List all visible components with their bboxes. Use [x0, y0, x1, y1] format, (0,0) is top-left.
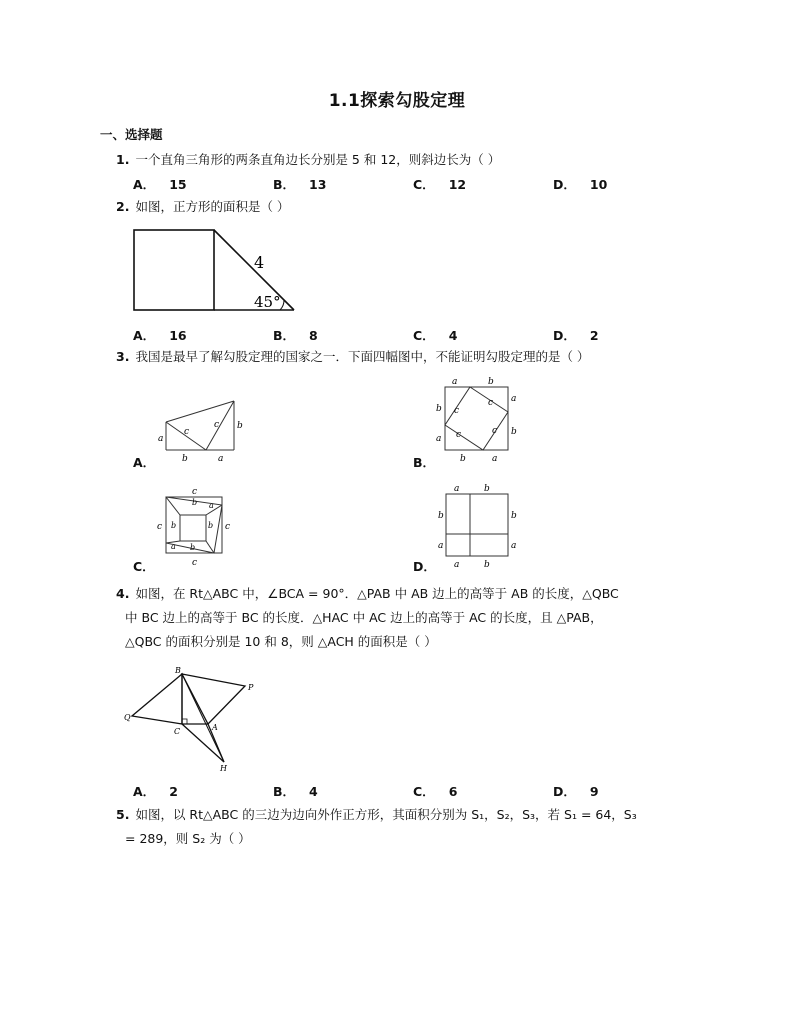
letter-c: c — [192, 487, 198, 497]
option-a — [133, 175, 187, 193]
option-label: D． — [553, 177, 576, 192]
option-label: D． — [553, 328, 576, 343]
option-value: 10 — [589, 177, 608, 192]
option-b — [413, 453, 449, 471]
option-value: 6 — [448, 784, 458, 799]
letter-b: b — [511, 427, 517, 437]
question-5-line-2 — [125, 830, 251, 848]
letter-b: b — [436, 404, 442, 414]
letter-c: c — [454, 406, 460, 416]
letter-c: c — [214, 420, 220, 430]
option-d — [553, 782, 599, 800]
option-label: A． — [133, 177, 156, 192]
letter-b: b — [460, 454, 466, 464]
letter-a: a — [492, 454, 498, 464]
letter-c: c — [456, 430, 462, 440]
option-value: 2 — [589, 328, 599, 343]
option-label: D． — [553, 784, 576, 799]
option-d — [553, 326, 599, 344]
question-4-line-1 — [116, 585, 619, 603]
question-number: 4. — [116, 586, 130, 601]
question-3 — [116, 348, 589, 366]
option-label: D． — [413, 559, 436, 574]
question-2 — [116, 198, 289, 216]
option-label: C． — [133, 559, 155, 574]
option-label: A． — [133, 455, 156, 470]
point-b: B — [175, 666, 181, 675]
option-value: 13 — [309, 177, 327, 192]
letter-a: a — [158, 434, 164, 444]
option-value: 4 — [448, 328, 458, 343]
option-c — [413, 326, 457, 344]
question-text: = 289，则 S₂ 为（ ） — [125, 831, 251, 846]
question-text: 我国是最早了解勾股定理的国家之一．下面四幅图中，不能证明勾股定理的是（ ） — [135, 349, 590, 364]
point-p: P — [248, 683, 254, 692]
letter-b: b — [182, 454, 188, 464]
page-title: 1.1探索勾股定理 — [328, 91, 466, 111]
letter-a: a — [209, 501, 214, 510]
option-value: 8 — [309, 328, 318, 343]
tilted-square-proof-figure — [430, 375, 525, 465]
question-number: 1. — [116, 152, 130, 167]
option-label: C． — [413, 784, 435, 799]
point-h: H — [220, 764, 227, 773]
angle-label: 45° — [254, 293, 281, 311]
letter-b: b — [488, 377, 494, 387]
question-4-line-2 — [125, 609, 603, 627]
question-text: △QBC 的面积分别是 10 和 8，则 △ACH 的面积是（ ） — [125, 634, 437, 649]
letter-c: c — [184, 427, 190, 437]
option-value: 4 — [309, 784, 318, 799]
option-d — [553, 175, 607, 193]
option-label: B． — [273, 177, 296, 192]
question-text: 一个直角三角形的两条直角边长分别是 5 和 12，则斜边长为（ ） — [135, 152, 501, 167]
letter-a: a — [454, 484, 460, 494]
letter-a: a — [218, 454, 224, 464]
option-b — [273, 782, 318, 800]
question-number: 2. — [116, 199, 130, 214]
question-5-line-1 — [116, 806, 637, 824]
question-text: 中 BC 边上的高等于 BC 的长度．△HAC 中 AC 边上的高等于 AC 的长度，且 △PAB， — [125, 610, 603, 625]
option-label: B． — [273, 328, 296, 343]
option-label: C． — [413, 177, 435, 192]
question-text: 如图，正方形的面积是（ ） — [135, 199, 290, 214]
option-a — [133, 326, 187, 344]
letter-b: b — [237, 421, 243, 431]
option-label: C． — [413, 328, 435, 343]
question-number: 5. — [116, 807, 130, 822]
letter-a: a — [438, 541, 444, 551]
question-text: 如图，在 Rt△ABC 中，∠BCA = 90°．△PAB 中 AB 边上的高等于 AB 的长度，△QBC — [135, 586, 619, 601]
letter-c: c — [192, 558, 198, 568]
letter-c: c — [488, 398, 494, 408]
option-c — [413, 782, 457, 800]
letter-b: b — [192, 498, 198, 507]
option-d — [413, 557, 450, 575]
option-c — [133, 557, 169, 575]
letter-b: b — [171, 521, 177, 530]
triangle-heights-figure — [120, 662, 270, 774]
letter-c: c — [225, 522, 231, 532]
letter-b: b — [484, 484, 490, 494]
point-q: Q — [124, 713, 131, 722]
option-b — [273, 326, 318, 344]
option-c — [413, 175, 466, 193]
question-4-line-3 — [125, 633, 437, 651]
option-label: A． — [133, 784, 156, 799]
option-label: B． — [413, 455, 436, 470]
letter-a: a — [454, 560, 460, 570]
point-c: C — [174, 727, 181, 736]
section-heading: 一、选择题 — [100, 127, 163, 142]
option-label: B． — [273, 784, 296, 799]
square-triangle-figure — [130, 225, 302, 317]
point-a: A — [212, 723, 218, 732]
option-a — [133, 453, 169, 471]
question-number: 3. — [116, 349, 130, 364]
letter-a: a — [511, 394, 517, 404]
option-value: 15 — [169, 177, 187, 192]
option-value: 16 — [169, 328, 187, 343]
letter-b: b — [511, 511, 517, 521]
letter-a: a — [171, 542, 176, 551]
letter-b: b — [484, 560, 490, 570]
option-b — [273, 175, 326, 193]
letter-c: c — [157, 522, 163, 532]
question-text: 如图，以 Rt△ABC 的三边为边向外作正方形，其面积分别为 S₁，S₂，S₃，若 S₁ = 64，S₃ — [135, 807, 637, 822]
question-1 — [116, 151, 500, 169]
letter-b: b — [190, 543, 196, 552]
option-label: A． — [133, 328, 156, 343]
option-a — [133, 782, 178, 800]
side-length-label: 4 — [254, 253, 265, 272]
letter-b: b — [438, 511, 444, 521]
letter-b: b — [208, 521, 214, 530]
option-value: 12 — [448, 177, 467, 192]
letter-a: a — [436, 434, 442, 444]
letter-a: a — [511, 541, 517, 551]
option-value: 2 — [169, 784, 178, 799]
option-value: 9 — [589, 784, 599, 799]
letter-a: a — [452, 377, 458, 387]
letter-c: c — [492, 426, 498, 436]
